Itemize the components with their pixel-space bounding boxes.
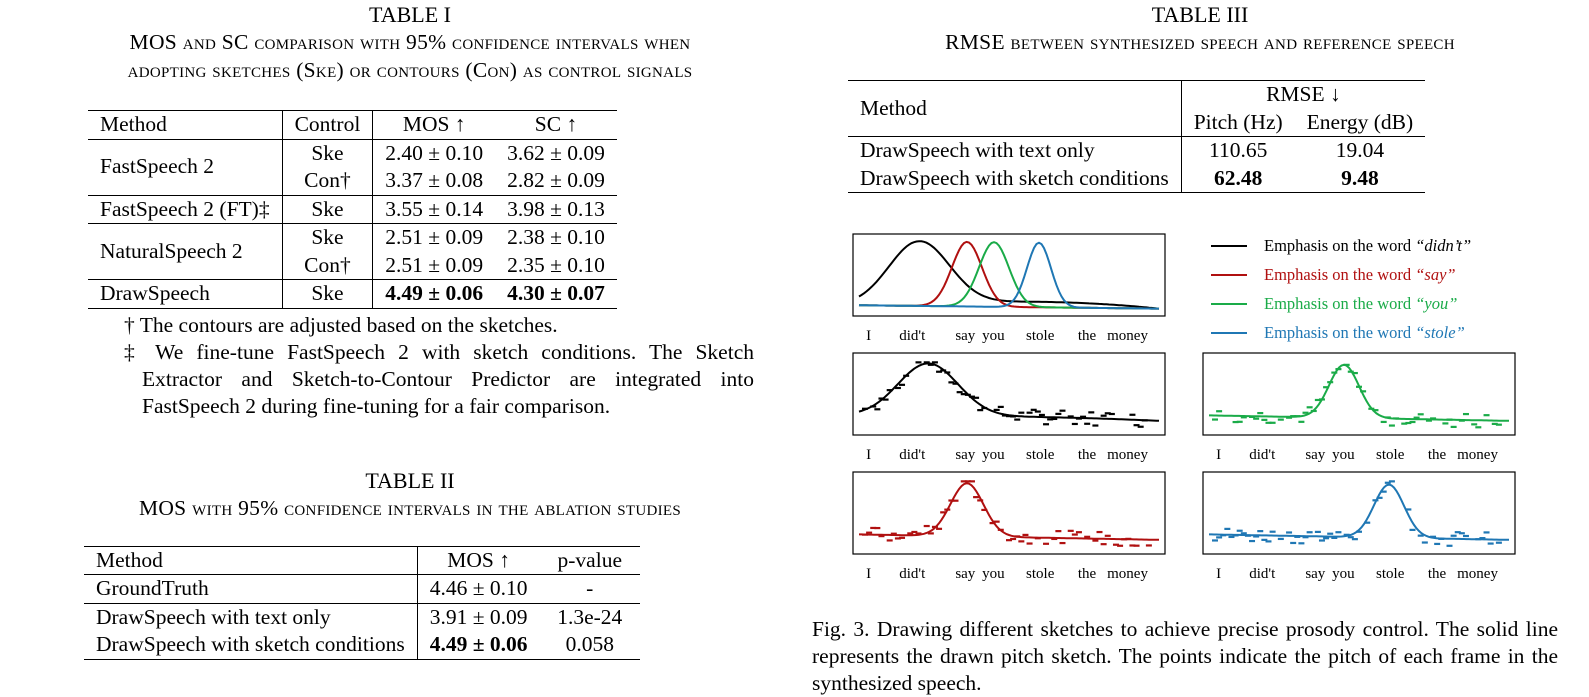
pitch-panel — [853, 472, 1165, 582]
pitch-panel — [853, 353, 1165, 463]
table1-footnote-dagger: † The contours are adjusted based on the sketches. — [124, 312, 558, 337]
legend-item — [1211, 323, 1465, 342]
word-tick-label: say — [1305, 447, 1326, 463]
table3-row-pitch: 110.65 — [1209, 138, 1268, 162]
word-tick-label: say — [955, 328, 976, 344]
word-tick-label: stole — [1026, 447, 1055, 463]
sketch-curve — [859, 363, 1159, 420]
word-tick-label: stole — [1026, 566, 1055, 582]
word-tick-label: you — [982, 447, 1005, 463]
table1-sc-best: 4.30 ± 0.07 — [507, 281, 605, 305]
table1-mos: 2.51 ± 0.09 — [385, 252, 484, 277]
table2-row-pvalue: 1.3e-24 — [557, 604, 623, 629]
legend-label: Emphasis on the word “didn’t” — [1264, 236, 1472, 255]
table2-row-pvalue: 0.058 — [565, 632, 614, 656]
word-tick-label: did't — [899, 328, 926, 344]
table2-row-mos-best: 4.49 ± 0.06 — [429, 632, 528, 656]
table2-header-pvalue: p-value — [557, 547, 622, 572]
table1-footnote-ddagger: ‡ We fine-tune FastSpeech 2 with sketch conditions. The Sketch Extractor and Sketch-to-Contour Predictor are integrated into FastSpeech 2 during fine-tuning for a fair comparison. — [124, 339, 754, 418]
word-tick-label: the — [1077, 447, 1097, 463]
sketch-curve — [1209, 365, 1509, 421]
legend-item — [1211, 265, 1456, 284]
table1-header-method: Method — [88, 111, 282, 140]
table2-header-mos: MOS ↑ — [447, 547, 510, 572]
word-tick-label: money — [1107, 328, 1148, 344]
figure-legend — [1211, 236, 1471, 342]
word-tick-label: I — [1216, 447, 1222, 463]
table3-row-method: DrawSpeech with sketch conditions — [848, 165, 1181, 193]
table2-caption: MOS with 95% confidence intervals in the ablation studies — [138, 495, 682, 520]
table1-control: Ske — [282, 195, 373, 224]
table1-caption-line2: adopting sketches (Ske) or contours (Con) as control signals — [127, 58, 693, 82]
word-tick-label: did't — [899, 566, 926, 582]
table2-header-method: Method — [84, 546, 417, 575]
word-tick-label: money — [1107, 447, 1148, 463]
sketch-curve — [859, 241, 1159, 308]
table3-header-pitch: Pitch (Hz) — [1193, 109, 1283, 134]
table1-control: Con† — [282, 167, 373, 195]
word-tick-label: you — [1332, 566, 1355, 582]
word-tick-label: stole — [1376, 566, 1405, 582]
table2-row-pvalue: - — [586, 576, 594, 600]
table1-control: Con† — [282, 252, 373, 280]
table1-control: Ske — [282, 280, 373, 309]
table3-header-method: Method — [848, 81, 1181, 137]
legend-label: Emphasis on the word “you” — [1264, 294, 1458, 313]
word-tick-label: you — [1332, 447, 1355, 463]
table1-mos: 2.40 ± 0.10 — [385, 140, 484, 165]
table1-mos: 3.37 ± 0.08 — [385, 168, 484, 192]
table1-header-control: Control — [282, 111, 373, 140]
table1-control: Ske — [282, 224, 373, 252]
table3-row-energy: 19.04 — [1335, 138, 1385, 162]
table1-sc: 2.82 ± 0.09 — [507, 168, 605, 192]
sketch-curve — [859, 242, 1159, 308]
table3-row-pitch-best: 62.48 — [1214, 165, 1263, 190]
table3-header-energy: Energy (dB) — [1306, 109, 1414, 134]
table2-row-method: GroundTruth — [84, 575, 417, 604]
table1-header-mos: MOS ↑ — [402, 112, 466, 136]
table1-method-fastspeech2: FastSpeech 2 — [88, 139, 282, 195]
legend-label: Emphasis on the word “say” — [1264, 265, 1456, 284]
table1-mos-best: 4.49 ± 0.06 — [385, 281, 484, 305]
word-tick-label: stole — [1376, 447, 1405, 463]
table1-label: TABLE I — [369, 2, 451, 27]
table2-row-mos: 3.91 ± 0.09 — [429, 604, 528, 629]
word-tick-label: you — [982, 566, 1005, 582]
word-tick-label: say — [1305, 566, 1326, 582]
word-tick-label: the — [1427, 566, 1447, 582]
table3-row-method: DrawSpeech with text only — [848, 137, 1181, 165]
panel-frame — [853, 353, 1165, 435]
word-tick-label: stole — [1026, 328, 1055, 344]
word-tick-label: you — [982, 328, 1005, 344]
table1-caption-line1: MOS and SC comparison with 95% confidence intervals when — [129, 30, 691, 54]
table3-caption: RMSE between synthesized speech and reference speech — [945, 30, 1455, 54]
word-tick-label: I — [866, 566, 872, 582]
word-tick-label: I — [866, 328, 872, 344]
legend-item — [1211, 236, 1471, 255]
table3-header-rmse: RMSE ↓ — [1266, 82, 1341, 106]
word-tick-label: the — [1077, 566, 1097, 582]
sketch-curve — [859, 243, 1159, 309]
word-tick-label: did't — [1249, 566, 1276, 582]
word-tick-label: did't — [1249, 447, 1276, 463]
word-tick-label: I — [866, 447, 872, 463]
table1-mos: 2.51 ± 0.09 — [385, 225, 484, 249]
pitch-panel — [1203, 353, 1515, 463]
legend-item — [1211, 294, 1457, 313]
table2-row-method: DrawSpeech with text only — [84, 603, 417, 631]
table2-row-mos: 4.46 ± 0.10 — [429, 576, 528, 600]
table1-sc: 3.62 ± 0.09 — [507, 140, 605, 165]
word-tick-label: I — [1216, 566, 1222, 582]
sketch-curve — [859, 242, 1159, 309]
table2-row-method: DrawSpeech with sketch conditions — [84, 631, 417, 659]
word-tick-label: did't — [899, 447, 926, 463]
pitch-panel — [853, 234, 1165, 344]
table1-sc: 3.98 ± 0.13 — [507, 196, 605, 221]
table1-sc: 2.35 ± 0.10 — [507, 252, 605, 277]
table1-header-sc: SC ↑ — [534, 112, 578, 136]
panel-frame — [1203, 353, 1515, 435]
word-tick-label: say — [955, 566, 976, 582]
table1-mos: 3.55 ± 0.14 — [385, 196, 484, 221]
legend-label: Emphasis on the word “stole” — [1264, 323, 1465, 342]
word-tick-label: say — [955, 447, 976, 463]
table1-method-drawspeech: DrawSpeech — [88, 280, 282, 309]
word-tick-label: the — [1427, 447, 1447, 463]
word-tick-label: the — [1077, 328, 1097, 344]
panel-frame — [853, 472, 1165, 554]
word-tick-label: money — [1457, 447, 1498, 463]
figure-3-caption: Fig. 3. Drawing different sketches to achieve precise prosody control. The solid line represents the drawn pitch sketch. The points indicate the pitch of each frame in the synthesized speech. — [812, 617, 1558, 695]
table1-method-naturalspeech2: NaturalSpeech 2 — [88, 224, 282, 280]
sketch-curve — [859, 483, 1159, 540]
word-tick-label: money — [1107, 566, 1148, 582]
table3-label: TABLE III — [1151, 2, 1249, 27]
table1-method-fastspeech2-ft: FastSpeech 2 (FT)‡ — [88, 195, 282, 224]
table2-label: TABLE II — [365, 467, 455, 493]
word-tick-label: money — [1457, 566, 1498, 582]
table1-control: Ske — [282, 139, 373, 167]
pitch-panel — [1203, 472, 1515, 582]
table1-sc: 2.38 ± 0.10 — [507, 225, 605, 249]
table3-row-energy-best: 9.48 — [1341, 165, 1379, 190]
